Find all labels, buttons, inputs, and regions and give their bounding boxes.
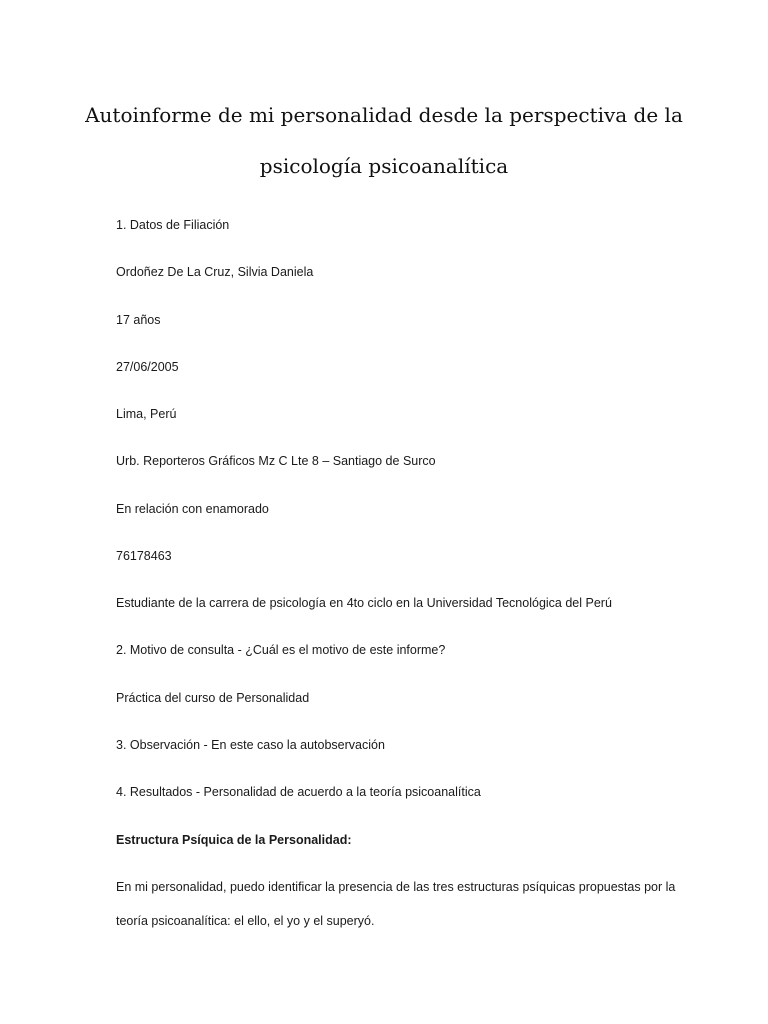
document-title-line-2: psicología psicoanalítica (259, 154, 509, 178)
section-heading-datos-filiacion: 1. Datos de Filiación (116, 218, 230, 232)
filiacion-address: Urb. Reporteros Gráficos Mz C Lte 8 – Santiago de Surco (116, 454, 436, 468)
filiacion-relationship: En relación con enamorado (116, 502, 269, 516)
section-heading-resultados: 4. Resultados - Personalidad de acuerdo a la teoría psicoanalítica (116, 785, 481, 799)
paragraph-line-1: En mi personalidad, puedo identificar la presencia de las tres estructuras psíquicas propuestas por la (116, 880, 676, 894)
filiacion-name: Ordoñez De La Cruz, Silvia Daniela (116, 265, 314, 279)
subheading-estructura-psiquica: Estructura Psíquica de la Personalidad: (116, 833, 352, 847)
filiacion-age: 17 años (116, 313, 161, 327)
section-heading-motivo-consulta: 2. Motivo de consulta - ¿Cuál es el motivo de este informe? (116, 643, 446, 657)
filiacion-birthdate: 27/06/2005 (116, 360, 179, 374)
filiacion-occupation: Estudiante de la carrera de psicología en 4to ciclo en la Universidad Tecnológica del Perú (116, 596, 612, 610)
document-title-line-1: Autoinforme de mi personalidad desde la perspectiva de la (85, 103, 683, 127)
motivo-consulta-text: Práctica del curso de Personalidad (116, 691, 310, 705)
filiacion-city: Lima, Perú (116, 407, 177, 421)
section-heading-observacion: 3. Observación - En este caso la autobservación (116, 738, 385, 752)
filiacion-id-number: 76178463 (116, 549, 172, 563)
paragraph-line-2: teoría psicoanalítica: el ello, el yo y el superyó. (116, 914, 375, 928)
